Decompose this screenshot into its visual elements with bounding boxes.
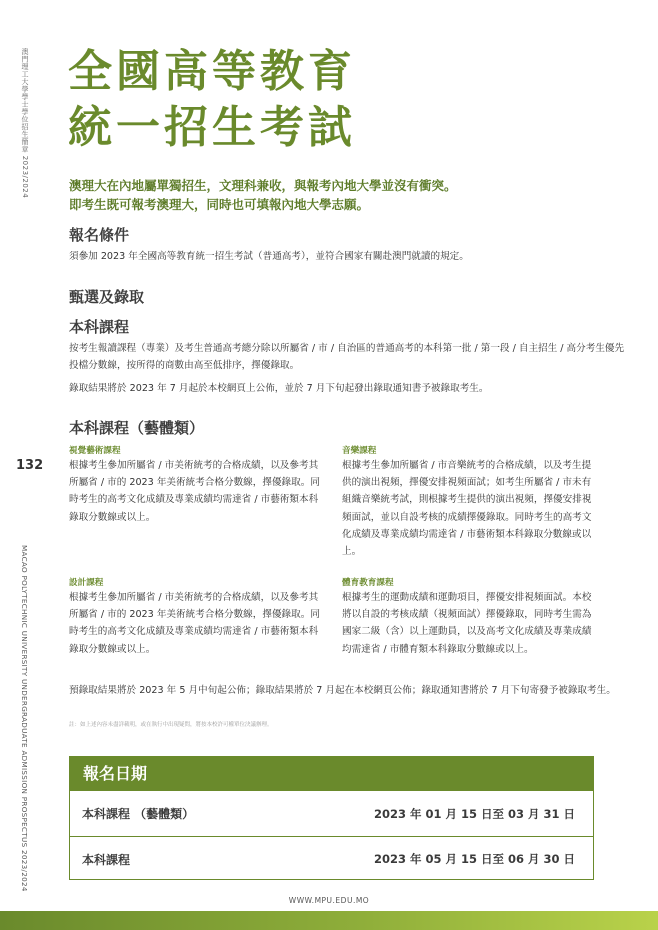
bottom-accent-bar xyxy=(0,911,658,930)
selection-paragraph-1: 按考生報讀課程（專業）及考生普通高考總分除以所屬省 / 市 / 自治區的普通高考的本科第一批 / 第一段 / 自主招生 / 高分考生優先投檔分數線，按所得的商數由高至低排序，擇優錄取。 xyxy=(69,343,625,371)
title-line-2: 統一招生考試 xyxy=(68,102,356,153)
sidebar-bottom-text: MACAO POLYTECHNIC UNIVERSITY UNDERGRADUATE ADMISSION PROSPECTUS 2023/2024 xyxy=(20,545,29,892)
music-text: 根據考生參加所屬省 / 市音樂統考的合格成績，以及考生提供的演出視頻，擇優安排視頻面試；如考生所屬省 / 市未有組織音樂統考試，則根據考生提供的演出視頻，擇優安排視頻面試，並以自設考核的成績擇優錄取。同時考生的高考文化成績及專業成績均需達省 / 市藝術類本科錄取分數線或以上。 xyxy=(342,460,592,558)
sidebar-top-text: 澳門理工大學學士學位招生簡章 2023/2024 xyxy=(21,48,29,199)
lead-text xyxy=(69,176,629,214)
sports-block xyxy=(342,577,598,658)
music-block xyxy=(342,445,598,560)
application-dates-table xyxy=(69,756,594,880)
page-title xyxy=(68,44,356,156)
date-row-label: 本科課程 （藝體類） xyxy=(82,807,195,821)
footnote: 註：如上述內容未盡詳載明，或在執行中出現疑問，將按本校許可權單位決議辦理。 xyxy=(69,722,273,728)
lead-line-1: 澳理大在內地屬單獨招生，文理科兼收，與報考內地大學並沒有衝突。 xyxy=(69,178,457,193)
dates-heading: 報名日期 xyxy=(70,757,593,791)
date-row-value: 2023 年 05 月 15 日至 06 月 30 日 xyxy=(373,852,575,866)
design-title: 設計課程 xyxy=(69,578,104,588)
undergrad-heading: 本科課程 xyxy=(69,318,130,336)
visual-arts-title: 視覺藝術課程 xyxy=(69,446,121,456)
footer-url[interactable]: WWW.MPU.EDU.MO xyxy=(288,896,370,905)
date-row-undergrad xyxy=(70,836,593,881)
date-row-arts xyxy=(70,791,593,836)
visual-arts-block xyxy=(69,445,327,526)
requirement-heading: 報名條件 xyxy=(69,226,130,244)
design-block xyxy=(69,577,327,658)
date-row-value: 2023 年 01 月 15 日至 03 月 31 日 xyxy=(373,806,575,821)
sports-title: 體育教育課程 xyxy=(342,578,394,588)
lead-line-2: 即考生既可報考澳理大，同時也可填報內地大學志願。 xyxy=(69,197,370,212)
selection-paragraph-2: 錄取結果將於 2023 年 7 月起於本校網頁上公佈，並於 7 月下旬起發出錄取通知書予被錄取考生。 xyxy=(69,383,489,394)
date-row-label: 本科課程 xyxy=(82,852,131,867)
title-line-1: 全國高等教育 xyxy=(68,46,356,97)
arts-result-text: 預錄取結果將於 2023 年 5 月中旬起公佈；錄取結果將於 7 月起在本校網頁公佈；錄取通知書將於 7 月下旬寄發予被錄取考生。 xyxy=(69,685,616,696)
selection-heading: 甄選及錄取 xyxy=(69,288,145,306)
requirement-text: 須參加 2023 年全國高等教育統一招生考試（普通高考），並符合國家有關赴澳門就讀的規定。 xyxy=(69,251,469,262)
visual-arts-text: 根據考生參加所屬省 / 市美術統考的合格成績，以及參考其所屬省 / 市的 2023 年美術統考合格分數線，擇優錄取。同時考生的高考文化成績及專業成績均需達省 / 市藝術類本科錄取分數線或以上。 xyxy=(69,460,320,523)
design-text: 根據考生參加所屬省 / 市美術統考的合格成績，以及參考其所屬省 / 市的 2023 年美術統考合格分數線，擇優錄取。同時考生的高考文化成績及專業成績均需達省 / 市藝術類本科錄取分數線或以上。 xyxy=(69,592,320,655)
arts-heading: 本科課程（藝體類） xyxy=(69,419,205,437)
page-number: 132 xyxy=(16,458,44,473)
music-title: 音樂課程 xyxy=(342,446,377,456)
sports-text: 根據考生的運動成績和運動項目，擇優安排視頻面試。本校將以自設的考核成績（視頻面試）擇優錄取，同時考生需為國家二級（含）以上運動員，以及高考文化成績及專業成績均需達省 / 市體育類本科錄取分數線或以上。 xyxy=(342,592,592,655)
